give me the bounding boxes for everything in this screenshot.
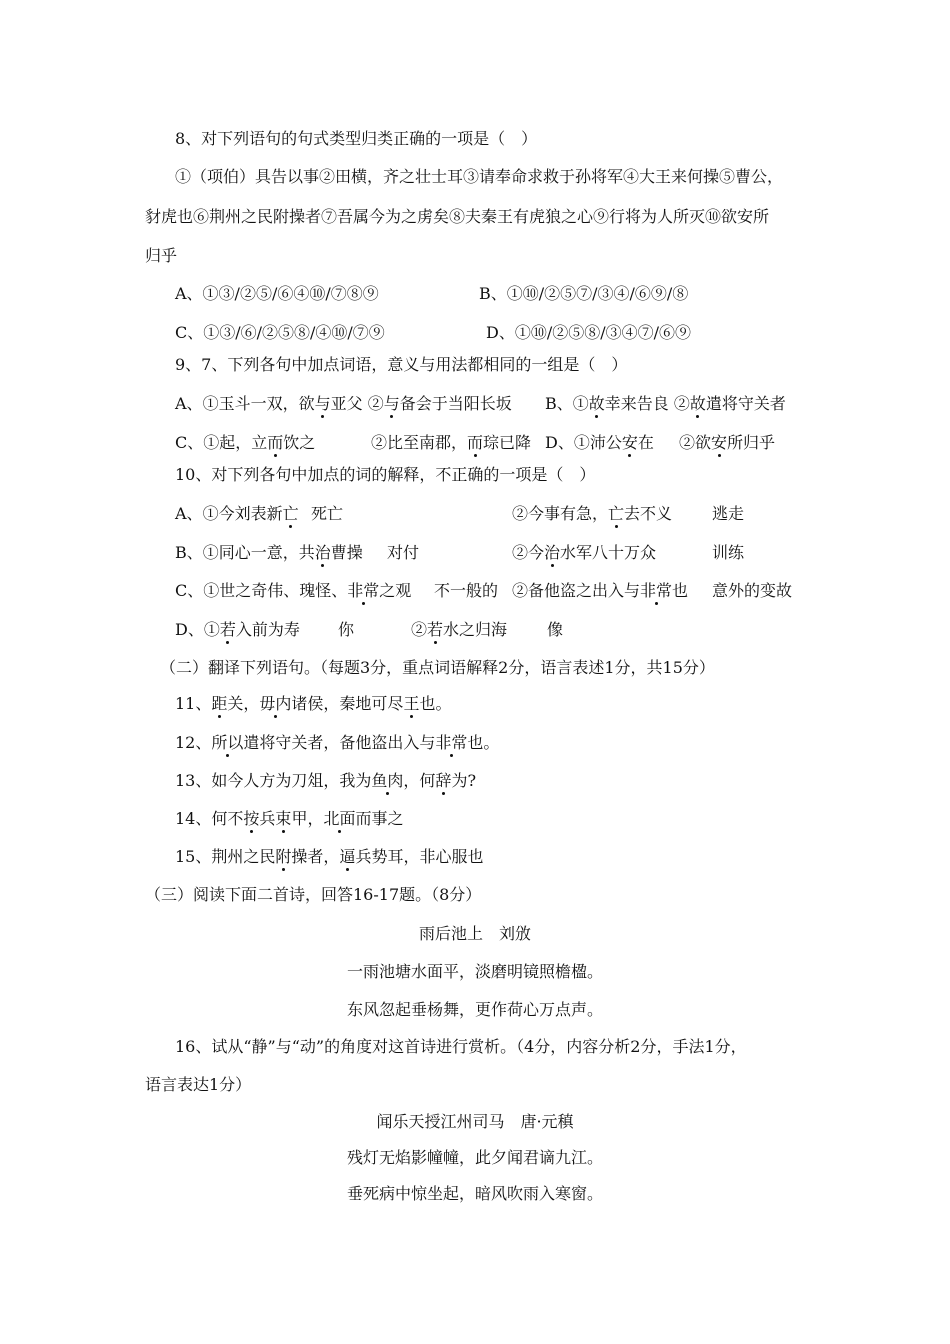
q10-option-d-part2 (411, 619, 507, 641)
option-label: B、 (175, 543, 203, 562)
option-label: C、 (175, 433, 204, 452)
option-label: A、 (175, 394, 203, 413)
question-number: 14、 (175, 809, 212, 828)
q10-option-c-part2 (512, 580, 688, 602)
q10-option-d-part1 (175, 619, 300, 641)
q9-option-a (175, 393, 512, 415)
text: 遣将守关者 (705, 394, 786, 413)
dotted-word: 亡 (608, 504, 625, 523)
q10-option-a-part1 (175, 503, 299, 525)
q16-line2: 语言表达1分） (145, 1075, 252, 1094)
q12 (175, 732, 499, 754)
poem2-title: 闻乐天授江州司马 唐·元稹 (376, 1112, 574, 1131)
dotted-word: 逼 (339, 847, 356, 866)
text: ② (367, 394, 384, 413)
q10-option-c-part1 (175, 580, 411, 602)
poem1-title: 雨后池上 刘攽 (418, 924, 531, 943)
text: ①玉斗一双，欲 (202, 394, 315, 413)
dotted-word: 所以 (211, 733, 244, 752)
q10-gloss-a1: 死亡 (311, 504, 344, 523)
poem1-line1: 一雨池塘水面平，淡磨明镜照檐楹。 (346, 962, 603, 981)
text: 也 (672, 581, 689, 600)
text: ①世之奇伟、瑰怪、 (203, 581, 348, 600)
text: 操者， (291, 847, 340, 866)
q10-gloss-c1: 不一般的 (434, 581, 499, 600)
dotted-word: 非常 (435, 733, 468, 752)
text: ①起，立 (203, 433, 268, 452)
text: ② (411, 620, 428, 639)
poem2-line1: 残灯无焰影幢幢，此夕闻君谪九江。 (346, 1148, 603, 1167)
dotted-word: 毋内 (259, 694, 292, 713)
text: 琮已降 (483, 433, 532, 452)
text: 水之归海 (443, 620, 508, 639)
q10-option-b-part1 (175, 542, 363, 564)
text: ① (572, 394, 589, 413)
poem2-line2: 垂死病中惊坐起，暗风吹雨入寒窗。 (346, 1184, 603, 1203)
text: 亚父 (330, 394, 368, 413)
dotted-word: 治 (544, 543, 561, 562)
q10-gloss-d1: 你 (338, 620, 355, 639)
q10-option-b-part2 (512, 542, 656, 564)
dotted-word: 与 (383, 394, 400, 413)
q10-gloss-d2: 像 (547, 620, 564, 639)
text: ②备他盗之出入与 (512, 581, 641, 600)
q10-gloss-a2: 逃走 (712, 504, 745, 523)
text: ②欲 (679, 433, 712, 452)
text: ②今 (512, 543, 545, 562)
q9-stem: 9、7、下列各句中加点词语，意义与用法都相同的一组是（ ） (175, 355, 628, 374)
question-number: 15、 (175, 847, 212, 866)
dotted-word: 而 (267, 433, 284, 452)
text: 为? (451, 771, 477, 790)
text: 备会于当阳长坂 (399, 394, 512, 413)
text: 也。 (419, 694, 452, 713)
dotted-word: 非常 (347, 581, 380, 600)
question-number: 11、 (175, 694, 212, 713)
q8-body-line1: ①（项伯）具告以事②田横，齐之壮士耳③请奉命求救于孙将军④大王来何操⑤曹公， (175, 167, 784, 186)
text: ①今刘表新 (202, 504, 283, 523)
q10-gloss-b2: 训练 (712, 543, 745, 562)
option-label: B、 (545, 394, 573, 413)
dotted-word: 故 (689, 394, 706, 413)
text: ②比至南郡， (371, 433, 468, 452)
q9-option-c-part1 (175, 432, 315, 454)
q8-body-line3: 归乎 (145, 246, 178, 265)
q11 (175, 693, 451, 715)
option-label: C、 (175, 581, 204, 600)
q15 (175, 846, 483, 868)
dotted-word: 束 (275, 809, 292, 828)
dotted-word: 若 (427, 620, 444, 639)
text: ，何 (403, 771, 436, 790)
q9-option-d-part1 (545, 432, 654, 454)
q8-option-a: A、①③/②⑤/⑥④⑩/⑦⑧⑨ (175, 284, 379, 303)
dotted-word: 王 (403, 694, 420, 713)
q14 (175, 808, 403, 830)
q8-option-b: B、①⑩/②⑤⑦/③④/⑥⑨/⑧ (479, 284, 689, 303)
dotted-word: 辞 (435, 771, 452, 790)
text: 而事之 (355, 809, 404, 828)
section2-heading: （二）翻译下列语句。（每题3分，重点词语解释2分，语言表述1分，共15分） (160, 658, 715, 677)
q16-line1: 16、试从“静”与“动”的角度对这首诗进行赏析。（4分，内容分析2分，手法1分， (175, 1037, 747, 1056)
text: 如今人方为刀俎，我为 (211, 771, 372, 790)
q10-gloss-c2: 意外的变故 (712, 581, 793, 600)
text: 何不 (211, 809, 244, 828)
option-label: D、 (545, 433, 574, 452)
section3-heading: （三）阅读下面二首诗，回答16-17题。（8分） (145, 885, 482, 904)
text: 水军八十万众 (560, 543, 657, 562)
text: ②今事有急， (512, 504, 609, 523)
text: ② (673, 394, 690, 413)
text: ①同心一意，共 (202, 543, 315, 562)
dotted-word: 若 (219, 620, 236, 639)
dotted-word: 北面 (323, 809, 356, 828)
dotted-word: 安 (711, 433, 728, 452)
option-label: A、 (175, 504, 203, 523)
text: 幸来告良 (604, 394, 674, 413)
text: 之观 (379, 581, 412, 600)
text: 诸侯，秦地可尽 (291, 694, 404, 713)
dotted-word: 而 (467, 433, 484, 452)
q9-option-d-part2 (679, 432, 775, 454)
question-number: 13、 (175, 771, 212, 790)
q10-gloss-b1: 对付 (387, 543, 420, 562)
q9-option-b (545, 393, 786, 415)
text: 去不义 (624, 504, 673, 523)
q8-option-d: D、①⑩/②⑤⑧/③④⑦/⑥⑨ (486, 323, 692, 342)
text: 饮之 (283, 433, 316, 452)
dotted-word: 附 (275, 847, 292, 866)
q10-option-a-part2 (512, 503, 672, 525)
text: 入前为寿 (235, 620, 300, 639)
q8-stem: 8、对下列语句的句式类型归类正确的一项是（ ） (175, 129, 538, 148)
text: 甲， (291, 809, 324, 828)
option-label: D、 (175, 620, 204, 639)
text: 遣将守关者，备他盗出入与 (243, 733, 436, 752)
q10-stem: 10、对下列各句中加点的词的解释，不正确的一项是（ ） (175, 465, 596, 484)
question-number: 12、 (175, 733, 212, 752)
text: 关， (227, 694, 260, 713)
text: 兵势耳，非心服也 (355, 847, 484, 866)
dotted-word: 故 (588, 394, 605, 413)
text: ①沛公 (573, 433, 622, 452)
dotted-word: 与 (314, 394, 331, 413)
dotted-word: 亡 (282, 504, 299, 523)
text: 也。 (467, 733, 500, 752)
text: ① (203, 620, 220, 639)
poem1-line2: 东风忽起垂杨舞，更作荷心万点声。 (346, 1000, 603, 1019)
q8-option-c: C、①③/⑥/②⑤⑧/④⑩/⑦⑨ (175, 323, 385, 342)
q9-option-c-part2 (371, 432, 531, 454)
text: 所归乎 (727, 433, 776, 452)
q13 (175, 770, 476, 792)
dotted-word: 治 (314, 543, 331, 562)
dotted-word: 鱼肉 (371, 771, 404, 790)
dotted-word: 安 (621, 433, 638, 452)
text: 曹操 (330, 543, 363, 562)
text: 荆州之民 (211, 847, 276, 866)
dotted-word: 按 (243, 809, 260, 828)
dotted-word: 距 (211, 694, 228, 713)
text: 在 (637, 433, 654, 452)
dotted-word: 非常 (640, 581, 673, 600)
q8-body-line2: 豺虎也⑥荆州之民附操者⑦吾属今为之虏矣⑧夫秦王有虎狼之心⑨行将为人所灭⑩欲安所 (145, 207, 770, 226)
text: 兵 (259, 809, 276, 828)
